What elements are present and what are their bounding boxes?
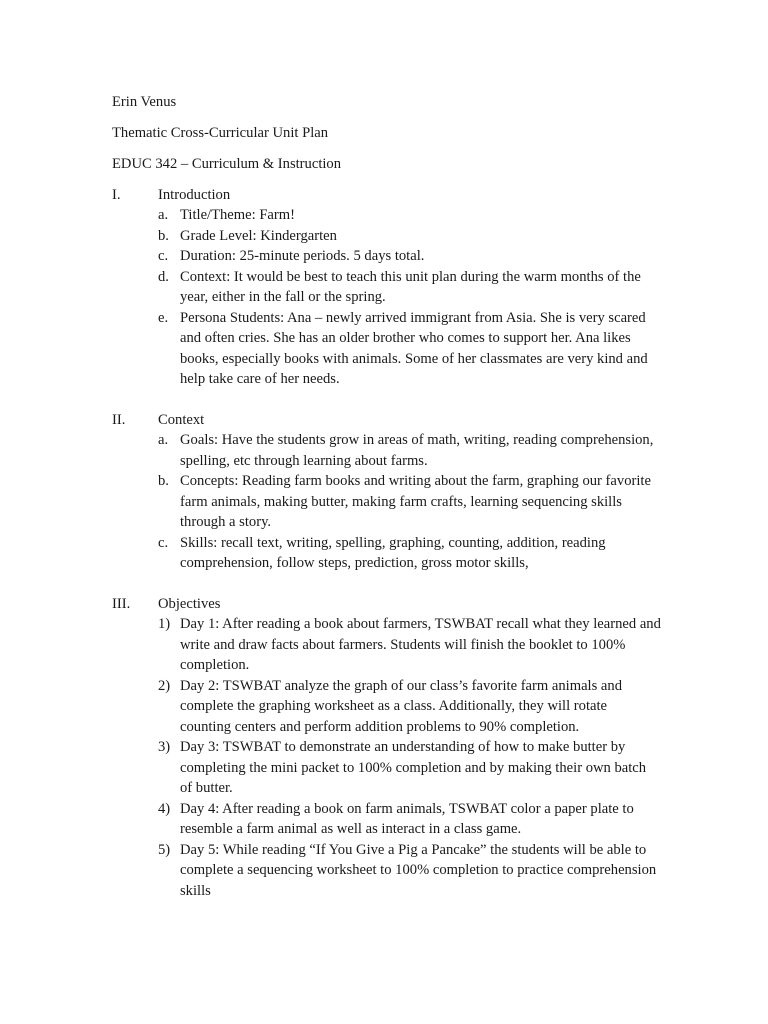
list-item — [112, 533, 692, 574]
item-marker: 4) — [158, 800, 171, 817]
item-text: Day 4: After reading a book on farm animals, TSWBAT color a paper plate to resemble a farm animal as well as interact in a class game. — [180, 800, 634, 837]
list-item — [112, 267, 692, 308]
list-item — [112, 430, 692, 471]
item-text: Goals: Have the students grow in areas of math, writing, reading comprehension, spelling, etc through learning about farms. — [180, 432, 654, 469]
course-name: EDUC 342 – Curriculum & Instruction — [112, 156, 342, 172]
section-number: I. — [112, 187, 121, 203]
section-item-list — [112, 205, 692, 390]
section-title: Context — [158, 412, 205, 428]
item-marker: e. — [158, 309, 169, 326]
list-item — [112, 614, 692, 676]
section-heading — [112, 594, 692, 614]
document-title: Thematic Cross-Curricular Unit Plan — [112, 125, 329, 141]
item-text: Skills: recall text, writing, spelling, graphing, counting, addition, reading comprehension, follow steps, prediction, gross motor skills, — [180, 534, 606, 571]
section-item-list — [112, 430, 692, 574]
list-item — [112, 226, 692, 247]
item-text: Day 1: After reading a book about farmers, TSWBAT recall what they learned and write and draw facts about farmers. Students will finish the booklet to 100% completion. — [180, 616, 661, 673]
item-marker: 2) — [158, 677, 171, 694]
section-title: Introduction — [158, 187, 231, 203]
author-name: Erin Venus — [112, 94, 177, 110]
list-item — [112, 308, 692, 390]
item-text: Grade Level: Kindergarten — [180, 227, 337, 244]
item-text: Title/Theme: Farm! — [180, 207, 295, 223]
item-text: Day 5: While reading “If You Give a Pig a Pancake” the students will be able to complete a sequencing worksheet to 100% completion to practice comprehension skills — [180, 841, 657, 899]
item-marker: c. — [158, 534, 169, 551]
list-item — [112, 737, 692, 799]
item-marker: d. — [158, 268, 169, 285]
section-context — [112, 410, 692, 574]
item-marker: 1) — [158, 616, 171, 632]
list-item — [112, 840, 692, 902]
item-marker: a. — [158, 432, 169, 448]
item-text: Context: It would be best to teach this unit plan during the warm months of the year, either in the fall or the spring. — [180, 268, 641, 305]
item-marker: 3) — [158, 739, 171, 755]
section-number: II. — [112, 412, 126, 428]
item-text: Duration: 25-minute periods. 5 days total. — [180, 248, 425, 264]
item-marker: 5) — [158, 841, 171, 858]
item-marker: c. — [158, 248, 169, 264]
list-item — [112, 246, 692, 267]
item-text: Day 2: TSWBAT analyze the graph of our class’s favorite farm animals and complete the graphing worksheet as a class. Additionally, they will rotate counting centers and perform addition problems to 90% completion. — [180, 677, 623, 735]
section-objectives — [112, 594, 692, 901]
section-heading — [112, 410, 692, 430]
item-text: Concepts: Reading farm books and writing about the farm, graphing our favorite farm animals, making butter, making farm crafts, learning sequencing skills through a story. — [180, 473, 651, 530]
section-item-list — [112, 614, 692, 901]
list-item — [112, 676, 692, 738]
item-text: Day 3: TSWBAT to demonstrate an understanding of how to make butter by completing the mini packet to 100% completion and by making their own batch of butter. — [180, 739, 647, 796]
section-title: Objectives — [158, 596, 221, 612]
list-item — [112, 205, 692, 226]
item-marker: b. — [158, 227, 169, 244]
item-marker: a. — [158, 207, 169, 223]
section-introduction — [112, 185, 692, 390]
item-marker: b. — [158, 473, 169, 489]
list-item — [112, 799, 692, 840]
section-heading — [112, 185, 692, 205]
section-number: III. — [112, 596, 131, 612]
item-text: Persona Students: Ana – newly arrived immigrant from Asia. She is very scared and often cries. She has an older brother who comes to support her. Ana likes books, especially books with animals. Some of her classmates are very kind and help take care of her needs. — [180, 309, 648, 387]
list-item — [112, 471, 692, 533]
